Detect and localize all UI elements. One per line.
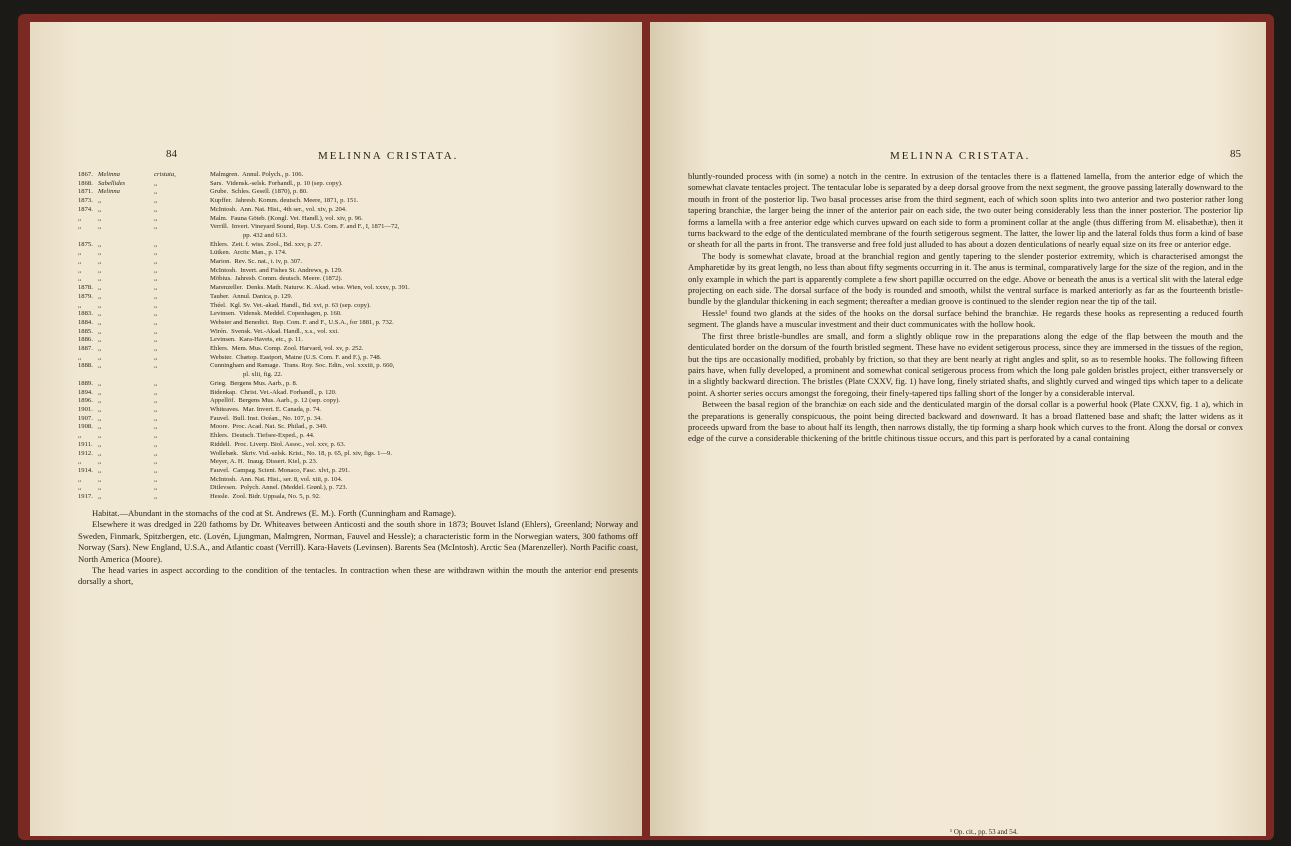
synonymy-reference: Ehlers. Mem. Mus. Comp. Zool. Harvard, vol. xv, p. 252. (210, 345, 364, 353)
synonymy-row (78, 232, 638, 241)
synonymy-row (78, 467, 638, 476)
synonymy-reference: Webster and Benedict. Rep. Com. F. and F., U.S.A., for 1881, p. 732. (210, 318, 394, 326)
synonymy-reference: Fauvel. Bull. Inst. Océan., No. 107, p. 34. (210, 414, 322, 422)
synonymy-reference: Ehlers. Deutsch. Tiefsee-Exped., p. 44. (210, 432, 315, 440)
synonymy-reference: Bidenkap. Christ. Vet.-Akad. Forhandl., p. 120. (210, 388, 337, 396)
synonymy-epithet: ,, (154, 327, 158, 335)
synonymy-epithet: ,, (154, 240, 158, 248)
synonymy-reference: Grube. Schles. Gesell. (1870), p. 80. (210, 188, 308, 196)
synonymy-epithet: ,, (154, 266, 158, 274)
synonymy-reference: Théel. Kgl. Sv. Vet.-akad. Handl., Bd. xvi, p. 63 (sep. copy). (210, 301, 371, 309)
synonymy-epithet: ,, (154, 484, 158, 492)
right-page (650, 22, 1266, 836)
synonymy-genus: ,, (98, 249, 102, 257)
synonymy-epithet: ,, (154, 440, 158, 448)
running-header-left: MELINNA CRISTATA. (318, 150, 459, 162)
synonymy-epithet: ,, (154, 414, 158, 422)
synonymy-row (78, 293, 638, 302)
synonymy-reference: Verrill. Invert. Vineyard Sound, Rep. U.S. Com. F. and F., I, 1871—72, (210, 223, 400, 231)
synonymy-reference: Fauvel. Campag. Scient. Monaco, Fasc. xlvi, p. 291. (210, 466, 350, 474)
synonymy-row (78, 258, 638, 267)
synonymy-reference: Malm. Fauna Göteb. (Kongl. Vet. Handl.), vol. xiv, p. 96. (210, 214, 363, 222)
synonymy-epithet: ,, (154, 388, 158, 396)
synonymy-genus: ,, (98, 493, 102, 501)
synonymy-epithet: ,, (154, 292, 158, 300)
synonymy-genus: ,, (98, 197, 102, 205)
synonymy-genus: ,, (98, 379, 102, 387)
synonymy-row (78, 476, 638, 485)
synonymy-row (78, 310, 638, 319)
synonymy-reference: Wollebæk. Skriv. Vid.-selsk. Krist., No. 18, p. 65, pl. xiv, figs. 1—9. (210, 449, 392, 457)
synonymy-genus: ,, (98, 327, 102, 335)
synonymy-genus: ,, (98, 432, 102, 440)
synonymy-genus: ,, (98, 292, 102, 300)
body-paragraph: Between the basal region of the branchiæ on each side and the denticulated margin of the dorsal collar is a powerful hook (Plate CXXV, fig. 1 a), which in the preparations is generally conspicuous, the point being directed backward and downward. It has a broad flattened base and shaft; the latter widens as it proceeds upward from the base to about half its length, then narrows distally, the tip forming a sharp hook which curves to the front. Along the dorsal or convex edge of the curve a considerable thickening of the brittle chitinous tissue occurs, and this part is perforated by a canal containing (688, 399, 1243, 444)
synonymy-epithet (154, 232, 210, 241)
synonymy-epithet: ,, (154, 310, 158, 318)
synonymy-reference: pl. xlii, fig. 22. (210, 371, 283, 379)
synonymy-year: 1896. (78, 397, 93, 405)
synonymy-year: ,, (78, 223, 82, 231)
synonymy-genus: ,, (98, 388, 102, 396)
synonymy-year: 1875. (78, 240, 93, 248)
synonymy-row (78, 397, 638, 406)
synonymy-reference: Marion. Rev. Sc. nat., t. iv, p. 307. (210, 258, 302, 266)
synonymy-list (78, 171, 638, 502)
synonymy-reference: Wirén. Svensk. Vet.-Akad. Handl., x.s., vol. xxi. (210, 327, 339, 335)
synonymy-row (78, 302, 638, 311)
synonymy-year: ,, (78, 275, 82, 283)
synonymy-year: ,, (78, 258, 82, 266)
synonymy-epithet: ,, (154, 249, 158, 257)
synonymy-row (78, 328, 638, 337)
synonymy-reference: Malmgren. Annul. Polych., p. 106. (210, 171, 304, 178)
synonymy-row (78, 345, 638, 354)
synonymy-year: 1908. (78, 423, 93, 431)
synonymy-epithet: ,, (154, 362, 158, 370)
synonymy-reference: Appellöf. Bergens Mus. Aarb., p. 12 (sep. copy). (210, 397, 341, 405)
synonymy-epithet: ,, (154, 449, 158, 457)
synonymy-row (78, 354, 638, 363)
synonymy-row (78, 380, 638, 389)
synonymy-year: 1879. (78, 292, 93, 300)
synonymy-year: 1901. (78, 405, 93, 413)
synonymy-year (78, 371, 98, 380)
synonymy-row (78, 206, 638, 215)
synonymy-epithet: ,, (154, 258, 158, 266)
synonymy-row (78, 188, 638, 197)
synonymy-row (78, 197, 638, 206)
synonymy-epithet: ,, (154, 397, 158, 405)
synonymy-year: ,, (78, 266, 82, 274)
page-number-left: 84 (166, 148, 177, 160)
synonymy-genus: ,, (98, 301, 102, 309)
synonymy-epithet: ,, (154, 475, 158, 483)
synonymy-year: 1878. (78, 284, 93, 292)
body-paragraph: The first three bristle-bundles are small, and form a slightly oblique row in the preparations along the edge of the flap between the mouth and the denticulated border on the dorsum of the fourth bristled segment. These have no evident setigerous process, since they are immersed in the tissues of the region, but the tips are occasionally modified, probably by friction, so that they are bent nearly at right angles and split, so as to resemble hooks. The following fifteen pairs have, when fully developed, a prominent and somewhat conical setigerous process from which the long pale golden bristles project, either transversely or in a slightly backward direction. The bristles (Plate CXXV, fig. 1) have long, finely striated shafts, and slightly curved and winged tips which taper to a delicate point. A shorter series occurs amongst the foregoing, their finely-tapered tips falling short of the longer by a considerable interval. (688, 330, 1243, 398)
synonymy-epithet: ,, (154, 345, 158, 353)
synonymy-reference: Sars. Vidensk.-selsk. Forhandl., p. 10 (sep. copy). (210, 179, 343, 187)
synonymy-genus: ,, (98, 258, 102, 266)
synonymy-year: ,, (78, 432, 82, 440)
running-header-right: MELINNA CRISTATA. (890, 150, 1031, 162)
synonymy-epithet: ,, (154, 466, 158, 474)
body-paragraph: The body is somewhat clavate, broad at the branchial region and gently tapering to the slender posterior extremity, which is characterised amongst the Ampharetidæ by its great length, no less than about fifty segments occurring in it. The anus is terminal, comparatively large for the size of the region, and in the only example in which the part is apparently complete a few short papillæ occurred on the edge. Above or beneath the anus is a vertical slit with the lateral edge projecting on each side. The dorsal surface of the body is rounded and smooth, whilst the ventral surface is marked anteriorly as far as the fourteenth bristle-bundle by the glandular thickening in each segment; thereafter a median groove is continued to the slender region near the tip of the tail. (688, 250, 1243, 307)
synonymy-row (78, 362, 638, 371)
synonymy-reference: Levinsen. Vidensk. Meddel. Copenhagen, p. 160. (210, 310, 342, 318)
synonymy-year: 1883. (78, 310, 93, 318)
synonymy-genus: ,, (98, 284, 102, 292)
synonymy-year: ,, (78, 484, 82, 492)
habitat-paragraph: Habitat.—Abundant in the stomachs of the cod at St. Andrews (E. M.). Forth (Cunningham and Ramage). (92, 508, 456, 518)
left-body-text (78, 508, 638, 588)
synonymy-genus: Melinna (98, 188, 120, 196)
synonymy-genus: ,, (98, 353, 102, 361)
synonymy-row (78, 432, 638, 441)
synonymy-year: 1907. (78, 414, 93, 422)
synonymy-year: ,, (78, 249, 82, 257)
synonymy-epithet: ,, (154, 188, 158, 196)
synonymy-genus: ,, (98, 205, 102, 213)
synonymy-genus: ,, (98, 223, 102, 231)
synonymy-reference: Tauber. Annul. Danica, p. 129. (210, 292, 293, 300)
synonymy-epithet: ,, (154, 205, 158, 213)
synonymy-reference: Kupffer. Jahresb. Komm. deutsch. Meere, 1871, p. 151. (210, 197, 359, 205)
synonymy-epithet: ,, (154, 223, 158, 231)
synonymy-row (78, 223, 638, 232)
body-paragraph: Hessle¹ found two glands at the sides of the hooks on the dorsal surface behind the branchiæ. He regards these hooks as representing a reduced fourth segment. The glands have a muscular investment and their duct communicates with the hollow hook. (688, 307, 1243, 330)
synonymy-genus: ,, (98, 405, 102, 413)
synonymy-genus: ,, (98, 336, 102, 344)
page-number-right: 85 (1230, 148, 1241, 160)
synonymy-reference: Webster. Chætop. Eastport, Maine (U.S. Com. F. and F.), p. 748. (210, 353, 382, 361)
synonymy-genus (98, 232, 154, 241)
distribution-paragraph: Elsewhere it was dredged in 220 fathoms by Dr. Whiteaves between Anticosti and the south shore in 1873; Bouvet Island (Ehlers), Greenland; Norway and Sweden, Finmark, Spitzbergen, etc. (Lovén, Ljungman, Malmgren, Norman, Fauvel and Hessle); a characteristic form in the Norwegian waters, 300 fathoms off Norway (Sars). New England, U.S.A., and Atlantic coast (Verrill). Kara-Havets (Levinsen). Barents Sea (McIntosh). Arctic Sea (Marenzeller). North Pacific coast, North America (Moore). (78, 519, 638, 564)
synonymy-year: 1917. (78, 493, 93, 501)
synonymy-year: 1868. (78, 179, 93, 187)
synonymy-row (78, 171, 638, 180)
synonymy-reference: Marenzeller. Denks. Math. Naturw. K. Akad. wiss. Wien, vol. xxxv, p. 391. (210, 284, 410, 292)
synonymy-epithet: ,, (154, 284, 158, 292)
synonymy-year: 1888. (78, 362, 93, 370)
synonymy-epithet: ,, (154, 353, 158, 361)
synonymy-epithet: ,, (154, 458, 158, 466)
synonymy-reference: Levinsen. Kara-Havets, etc., p. 11. (210, 336, 303, 344)
synonymy-year: ,, (78, 214, 82, 222)
synonymy-year: 1884. (78, 318, 93, 326)
synonymy-reference: Whiteaves. Mar. Invert. E. Canada, p. 74. (210, 405, 321, 413)
synonymy-genus: ,, (98, 449, 102, 457)
synonymy-row (78, 406, 638, 415)
synonymy-reference: Moore. Proc. Acad. Nat. Sc. Philad., p. 349. (210, 423, 328, 431)
synonymy-row (78, 458, 638, 467)
synonymy-epithet (154, 371, 210, 380)
synonymy-year: 1885. (78, 327, 93, 335)
synonymy-year: ,, (78, 353, 82, 361)
synonymy-year: 1889. (78, 379, 93, 387)
synonymy-genus: ,, (98, 414, 102, 422)
synonymy-epithet: ,, (154, 275, 158, 283)
synonymy-genus: ,, (98, 310, 102, 318)
synonymy-genus: ,, (98, 440, 102, 448)
synonymy-reference: McIntosh. Ann. Nat. Hist., ser. 8, vol. xiii, p. 104. (210, 475, 343, 483)
synonymy-year: ,, (78, 301, 82, 309)
synonymy-year: 1867. (78, 171, 93, 178)
body-paragraph: bluntly-rounded process with (in some) a notch in the centre. In extrusion of the tentacles there is a flattened lamella, from the anterior edge of which the somewhat clavate tentacles project. The tentacular lobe is separated by a deep dorsal groove from the next segment, the groove passing laterally downward to the mouth in front of the posterior lip. Two basal processes arise from the third segment, each of which soon splits into two anterior and two posterior rather long tapering branchiæ, the larger being the inner of the anterior pair on each side, the two outer being considerably less than the inner posterior. The posterior lip forms a lamella with a free anterior edge which curves upward on each side to form a prominent collar at the angle (thus differing from M. elisabethæ), then it turns backward to the edge of the denticulated membrane of the fourth setigerous segment. The latter, the lower lip and the lateral folds thus form a kind of base or sheath for all the parts in front. The transverse and free fold just alluded to has about a dozen denticulations of nearly equal size on its free or anterior edge. (688, 171, 1243, 250)
synonymy-epithet: ,, (154, 405, 158, 413)
synonymy-row (78, 267, 638, 276)
synonymy-epithet: ,, (154, 336, 158, 344)
synonymy-year: 1911. (78, 440, 93, 448)
synonymy-epithet: cristata, (154, 171, 176, 178)
synonymy-epithet: ,, (154, 318, 158, 326)
synonymy-year: 1874. (78, 205, 93, 213)
synonymy-reference: Ditlevsen. Polych. Annel. (Meddel. Grønl.), p. 723. (210, 484, 348, 492)
synonymy-genus: ,, (98, 266, 102, 274)
synonymy-year: 1912. (78, 449, 93, 457)
synonymy-year: 1873. (78, 197, 93, 205)
synonymy-year: 1914. (78, 466, 93, 474)
synonymy-genus: ,, (98, 475, 102, 483)
synonymy-genus (98, 371, 154, 380)
head-paragraph: The head varies in aspect according to the condition of the tentacles. In contraction when these are withdrawn within the mouth the anterior end presents dorsally a short, (78, 565, 638, 587)
synonymy-reference: Möbius. Jahresb. Comm. deutsch. Meere. (1872). (210, 275, 343, 283)
synonymy-row (78, 215, 638, 224)
synonymy-row (78, 484, 638, 493)
synonymy-reference: Meyer, A. H. Inaug. Dissert. Kiel, p. 23. (210, 458, 318, 466)
synonymy-row (78, 389, 638, 398)
synonymy-genus: ,, (98, 318, 102, 326)
synonymy-year: ,, (78, 475, 82, 483)
synonymy-epithet: ,, (154, 301, 158, 309)
synonymy-epithet: ,, (154, 197, 158, 205)
synonymy-reference: pp. 432 and 613. (210, 231, 288, 239)
synonymy-year: 1894. (78, 388, 93, 396)
synonymy-row (78, 441, 638, 450)
synonymy-epithet: ,, (154, 379, 158, 387)
synonymy-reference: Lütken. Arctic Man., p. 174. (210, 249, 287, 257)
synonymy-reference: McIntosh. Invert. and Fishes St. Andrews, p. 129. (210, 266, 343, 274)
synonymy-year: 1871. (78, 188, 93, 196)
synonymy-reference: Ehlers. Zeit. f. wiss. Zool., Bd. xxv, p. 27. (210, 240, 323, 248)
footnote: ¹ Op. cit., pp. 53 and 54. (950, 828, 1019, 836)
synonymy-genus: Sabellides (98, 179, 126, 187)
synonymy-reference: McIntosh. Ann. Nat. Hist., 4th ser., vol. xiv, p. 204. (210, 205, 347, 213)
synonymy-genus: ,, (98, 397, 102, 405)
synonymy-epithet: ,, (154, 423, 158, 431)
synonymy-genus: Melinna (98, 171, 120, 178)
synonymy-epithet: ,, (154, 214, 158, 222)
synonymy-reference: Hessle. Zool. Bidr. Uppsala, No. 5, p. 92. (210, 493, 321, 501)
synonymy-row (78, 371, 638, 380)
synonymy-genus: ,, (98, 240, 102, 248)
synonymy-reference: Riddell. Proc. Liverp. Biol. Assoc., vol. xxv, p. 63. (210, 440, 346, 448)
synonymy-genus: ,, (98, 466, 102, 474)
right-body-text (688, 171, 1243, 445)
synonymy-row (78, 241, 638, 250)
synonymy-row (78, 180, 638, 189)
left-page (30, 22, 642, 836)
synonymy-genus: ,, (98, 423, 102, 431)
synonymy-year: 1887. (78, 345, 93, 353)
synonymy-row (78, 415, 638, 424)
synonymy-epithet: ,, (154, 179, 158, 187)
synonymy-row (78, 423, 638, 432)
synonymy-year: 1886. (78, 336, 93, 344)
synonymy-row (78, 275, 638, 284)
synonymy-genus: ,, (98, 345, 102, 353)
synonymy-row (78, 336, 638, 345)
synonymy-year: ,, (78, 458, 82, 466)
synonymy-genus: ,, (98, 275, 102, 283)
synonymy-genus: ,, (98, 214, 102, 222)
synonymy-epithet: ,, (154, 432, 158, 440)
synonymy-row (78, 284, 638, 293)
synonymy-genus: ,, (98, 362, 102, 370)
synonymy-genus: ,, (98, 484, 102, 492)
synonymy-epithet: ,, (154, 493, 158, 501)
synonymy-reference: Cunningham and Ramage. Trans. Roy. Soc. Edin., vol. xxxiii, p. 660, (210, 362, 395, 370)
synonymy-row (78, 319, 638, 328)
synonymy-row (78, 450, 638, 459)
synonymy-row (78, 249, 638, 258)
synonymy-year (78, 232, 98, 241)
synonymy-reference: Grieg. Bergens Mus. Aarb., p. 8. (210, 379, 298, 387)
synonymy-genus: ,, (98, 458, 102, 466)
synonymy-row (78, 493, 638, 502)
